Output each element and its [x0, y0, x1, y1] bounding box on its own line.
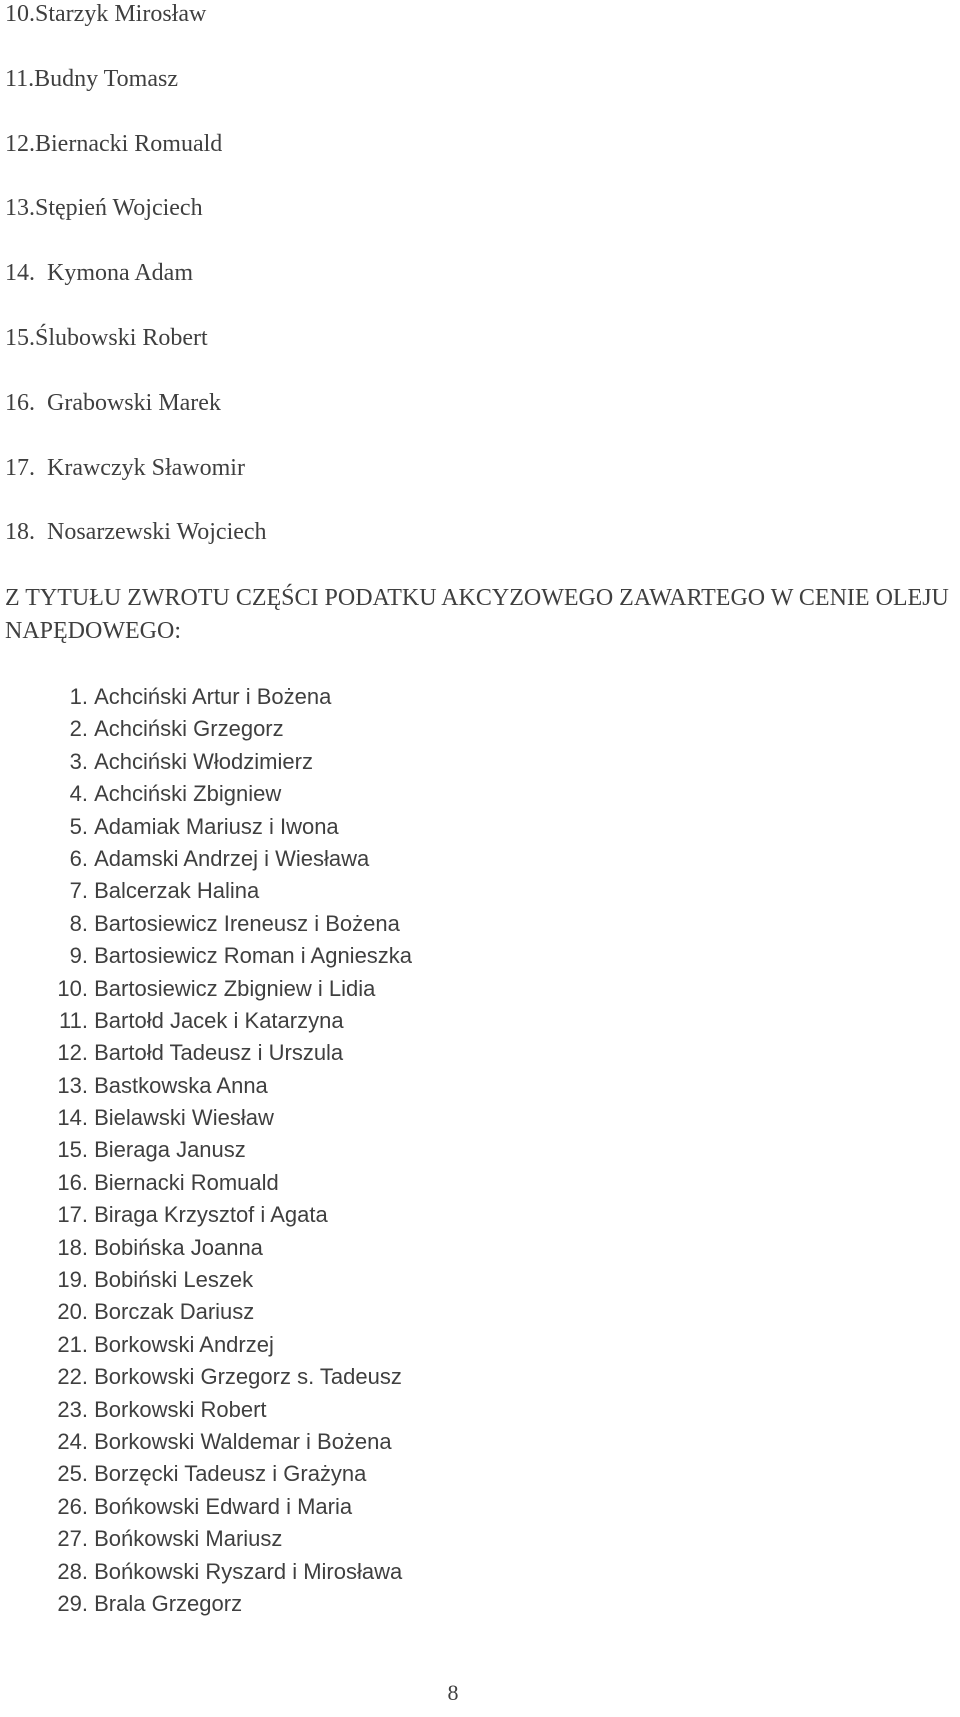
list-item	[0, 713, 412, 745]
list-item	[0, 875, 412, 907]
list-item-number: 21.	[57, 1331, 88, 1357]
list-item-name: Borkowski Robert	[94, 1396, 267, 1422]
list-item	[5, 65, 267, 130]
list-item-number: 5.	[69, 813, 88, 839]
list-item-name: Brala Grzegorz	[94, 1590, 243, 1616]
list-item-number: 16.	[57, 1169, 88, 1195]
list-item-number: 7.	[69, 878, 88, 904]
list-item	[0, 1394, 412, 1426]
list-item	[5, 0, 267, 65]
list-item	[0, 1588, 412, 1620]
list-item-number: 11.	[59, 1007, 88, 1033]
list-item-number: 28.	[57, 1558, 88, 1584]
list-item-name: Bartołd Tadeusz i Urszula	[94, 1040, 344, 1066]
list-item	[0, 1232, 412, 1264]
list-item-number: 24.	[57, 1428, 88, 1454]
list-item	[0, 681, 412, 713]
list-item-name: Kymona Adam	[47, 260, 193, 287]
list-item-number: 13.	[57, 1072, 88, 1098]
list-item-name: Borkowski Andrzej	[94, 1331, 274, 1357]
list-item-number: 22.	[57, 1364, 88, 1390]
list-item	[0, 973, 412, 1005]
list-item-name: Borkowski Grzegorz s. Tadeusz	[94, 1364, 402, 1390]
list-item-number: 12.	[5, 130, 35, 157]
list-item	[0, 1458, 412, 1490]
list-item-name: Achciński Grzegorz	[94, 716, 284, 742]
list-item-name: Bobińska Joanna	[94, 1234, 263, 1260]
list-item-name: Borzęcki Tadeusz i Grażyna	[94, 1461, 367, 1487]
list-item-number: 13.	[5, 195, 35, 222]
list-item-number: 4.	[69, 781, 88, 807]
list-item-number: 27.	[57, 1526, 88, 1552]
list-item-name: Bartosiewicz Roman i Agnieszka	[94, 943, 413, 969]
list-item	[0, 1134, 412, 1166]
list-item	[0, 1426, 412, 1458]
list-item-name: Adamski Andrzej i Wiesława	[94, 845, 370, 871]
list-item-name: Bońkowski Mariusz	[94, 1526, 283, 1552]
list-item	[5, 259, 267, 324]
list-item-name: Achciński Zbigniew	[94, 781, 282, 807]
list-item	[0, 778, 412, 810]
list-item-name: Bartołd Jacek i Katarzyna	[94, 1007, 344, 1033]
list-item-number: 11.	[5, 65, 35, 92]
list-item-name: Biernacki Romuald	[35, 130, 223, 157]
list-item-number: 17.	[57, 1202, 88, 1228]
list-item	[0, 1296, 412, 1328]
list-item-name: Adamiak Mariusz i Iwona	[94, 813, 339, 839]
list-item-name: Achciński Artur i Bożena	[94, 684, 332, 709]
list-item-name: Stępień Wojciech	[35, 195, 203, 222]
list-item-number: 16.	[5, 389, 35, 416]
list-item-number: 12.	[57, 1040, 88, 1066]
list-item-number: 3.	[69, 748, 88, 774]
list-item	[0, 1102, 412, 1134]
list-item	[0, 1361, 412, 1393]
list-item-name: Krawczyk Sławomir	[47, 454, 245, 481]
list-item-number: 15.	[57, 1137, 88, 1163]
list-item-number: 6.	[69, 845, 88, 871]
list-item	[0, 1037, 412, 1069]
list-item	[5, 518, 267, 583]
list-item-number: 10.	[57, 975, 88, 1001]
list-item-name: Biraga Krzysztof i Agata	[94, 1202, 328, 1228]
list-item-name: Nosarzewski Wojciech	[47, 519, 267, 546]
list-item-name: Bielawski Wiesław	[94, 1105, 274, 1131]
list-item-name: Bobiński Leszek	[94, 1267, 254, 1293]
list-item-number: 10.	[5, 1, 35, 27]
list-item-number: 18.	[5, 519, 35, 546]
list-item	[0, 811, 412, 843]
list-item	[0, 1264, 412, 1296]
list-item	[0, 843, 412, 875]
list-item	[0, 1070, 412, 1102]
list-item-name: Achciński Włodzimierz	[94, 748, 313, 774]
list-item	[0, 908, 412, 940]
list-item-name: Bieraga Janusz	[94, 1137, 246, 1163]
list-item-number: 19.	[57, 1267, 88, 1293]
list-item	[0, 1199, 412, 1231]
list-item-name: Starzyk Mirosław	[35, 1, 207, 27]
list-item	[0, 1523, 412, 1555]
list-item	[5, 454, 267, 519]
list-item-name: Borkowski Waldemar i Bożena	[94, 1428, 392, 1454]
list-item-name: Bońkowski Edward i Maria	[94, 1493, 353, 1519]
list-item-number: 18.	[57, 1234, 88, 1260]
list-item	[0, 746, 412, 778]
list-item-number: 26.	[57, 1493, 88, 1519]
list-item-number: 2.	[69, 716, 88, 742]
list-item-name: Bartosiewicz Ireneusz i Bożena	[94, 910, 400, 936]
list-item-number: 14.	[57, 1105, 88, 1131]
list-item-number: 1.	[69, 684, 88, 709]
list-item-number: 15.	[5, 324, 35, 351]
list-item	[0, 1491, 412, 1523]
page-number: 8	[447, 1680, 459, 1705]
list-item-name: Bartosiewicz Zbigniew i Lidia	[94, 975, 376, 1001]
list-item-number: 9.	[69, 943, 88, 969]
list-item-number: 20.	[57, 1299, 88, 1325]
list-item	[0, 1167, 412, 1199]
list-item	[0, 940, 412, 972]
list-item-number: 14.	[5, 260, 35, 287]
list-item-number: 29.	[57, 1590, 88, 1616]
continued-name-list	[5, 0, 267, 583]
list-item-number: 25.	[57, 1461, 88, 1487]
list-item-name: Biernacki Romuald	[94, 1169, 279, 1195]
list-item	[0, 1329, 412, 1361]
list-item	[0, 1556, 412, 1588]
list-item-name: Borczak Dariusz	[94, 1299, 255, 1325]
list-item-name: Bońkowski Ryszard i Mirosława	[94, 1558, 403, 1584]
list-item-name: Budny Tomasz	[34, 65, 178, 92]
list-item	[0, 1005, 412, 1037]
list-item	[5, 324, 267, 389]
list-item-name: Grabowski Marek	[47, 389, 221, 416]
list-item-number: 17.	[5, 454, 35, 481]
list-item-name: Balcerzak Halina	[94, 878, 260, 904]
list-item-number: 8.	[69, 910, 88, 936]
list-item	[5, 389, 267, 454]
section-heading: Z TYTUŁU ZWROTU CZĘŚCI PODATKU AKCYZOWEGO ZAWARTEGO W CENIE OLEJU NAPĘDOWEGO:	[5, 585, 949, 644]
list-item-number: 23.	[57, 1396, 88, 1422]
numbered-name-list	[0, 681, 412, 1620]
list-item-name: Bastkowska Anna	[94, 1072, 268, 1098]
list-item	[5, 194, 267, 259]
list-item-name: Ślubowski Robert	[35, 324, 208, 351]
list-item	[5, 130, 267, 195]
